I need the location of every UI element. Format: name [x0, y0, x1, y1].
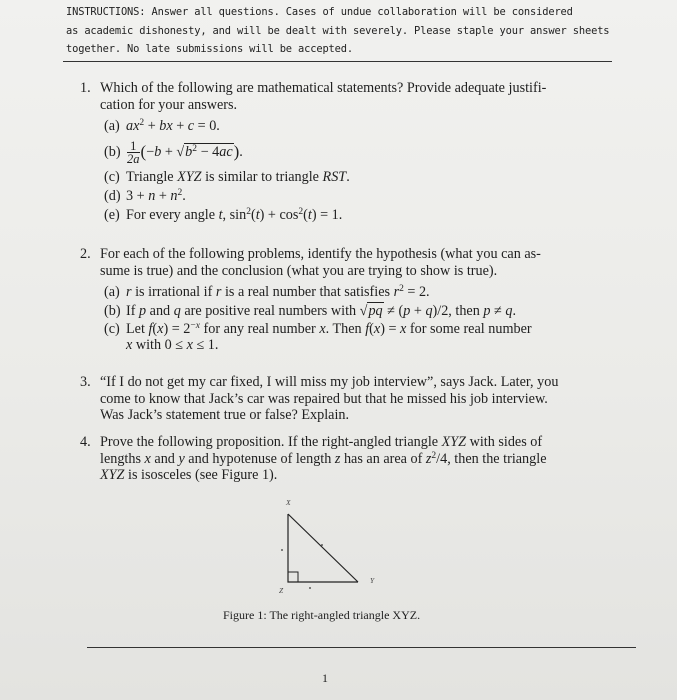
vertex-label-y: Y	[370, 576, 375, 585]
item-1a: (a) $ax^2$ + bx + c = 0.	[104, 118, 220, 134]
vertex-label-x: X	[286, 498, 291, 507]
item-1c: (c) Triangle XYZ is similar to triangle RST.	[104, 169, 350, 185]
right-angle-marker	[288, 572, 298, 582]
question-number: 3.	[80, 374, 91, 390]
question-4	[80, 434, 600, 484]
question-items	[104, 117, 600, 225]
item-2c: (c) Let $f(x) = 2^{-x}$ for any real number x. Then f(x) = x for some real number x with 0 ≤ x ≤ 1.	[104, 321, 532, 353]
question-3	[80, 374, 600, 424]
item-2b: (b) If p and q are positive real numbers with √pq ≠ (p + q)/2, then p ≠ q.	[104, 303, 516, 319]
question-number: 4.	[80, 434, 91, 450]
vertex-label-z: Z	[279, 586, 284, 595]
instructions-line-1: INSTRUCTIONS: Answer all questions. Cases of undue collaboration will be considered	[66, 6, 573, 18]
question-items	[104, 283, 600, 353]
instructions-line-3: together. No late submissions will be accepted.	[66, 43, 353, 55]
instructions-line-2: as academic dishonesty, and will be dealt with severely. Please staple your answer sheets	[66, 24, 610, 37]
question-2	[80, 246, 600, 356]
item-2a: (a) r is irrational if r is a real number that satisfies $r^2 = 2$.	[104, 284, 430, 300]
item-1d: (d) $3 + n + n^2$.	[104, 188, 186, 204]
figure-caption: Figure 1: The right-angled triangle XYZ.	[223, 608, 421, 622]
question-stem: “If I do not get my car fixed, I will miss my job interview”, says Jack. Later, you come to know that Jack’s car was repaired but that he missed his job interview. Was Jack’s statement true or false? Explain.	[100, 374, 559, 423]
question-stem: For each of the following problems, identify the hypothesis (what you can as- sume is true) and the conclusion (what you are trying to show is true).	[100, 246, 541, 279]
item-1b: (b) $\frac{1}{2a}$ $(-b + √b^2 - 4ac)$.	[104, 139, 243, 167]
side-dot	[309, 587, 311, 589]
side-dot	[321, 544, 323, 546]
item-1e: (e) For every angle t, $\sin^2(t) + \cos^2(t) = 1$.	[104, 207, 343, 223]
instructions-block	[66, 3, 651, 59]
question-stem: Which of the following are mathematical statements? Provide adequate justifi- cation for your answers.	[100, 80, 547, 113]
fraction: $\frac{1}{2a}$	[127, 139, 140, 167]
header-divider	[63, 61, 612, 62]
figure-triangle	[270, 490, 380, 605]
page-number: 1	[322, 671, 328, 685]
side-dot	[281, 549, 283, 551]
question-number: 2.	[80, 246, 91, 262]
question-stem: Prove the following proposition. If the right-angled triangle XYZ with sides of lengths x and y and hypotenuse of length z has an area of $z^2/4$, then the triangle XYZ is isosceles (see Figure 1).	[100, 434, 547, 483]
footer-divider	[87, 647, 636, 648]
question-1	[80, 80, 600, 225]
question-number: 1.	[80, 80, 91, 96]
